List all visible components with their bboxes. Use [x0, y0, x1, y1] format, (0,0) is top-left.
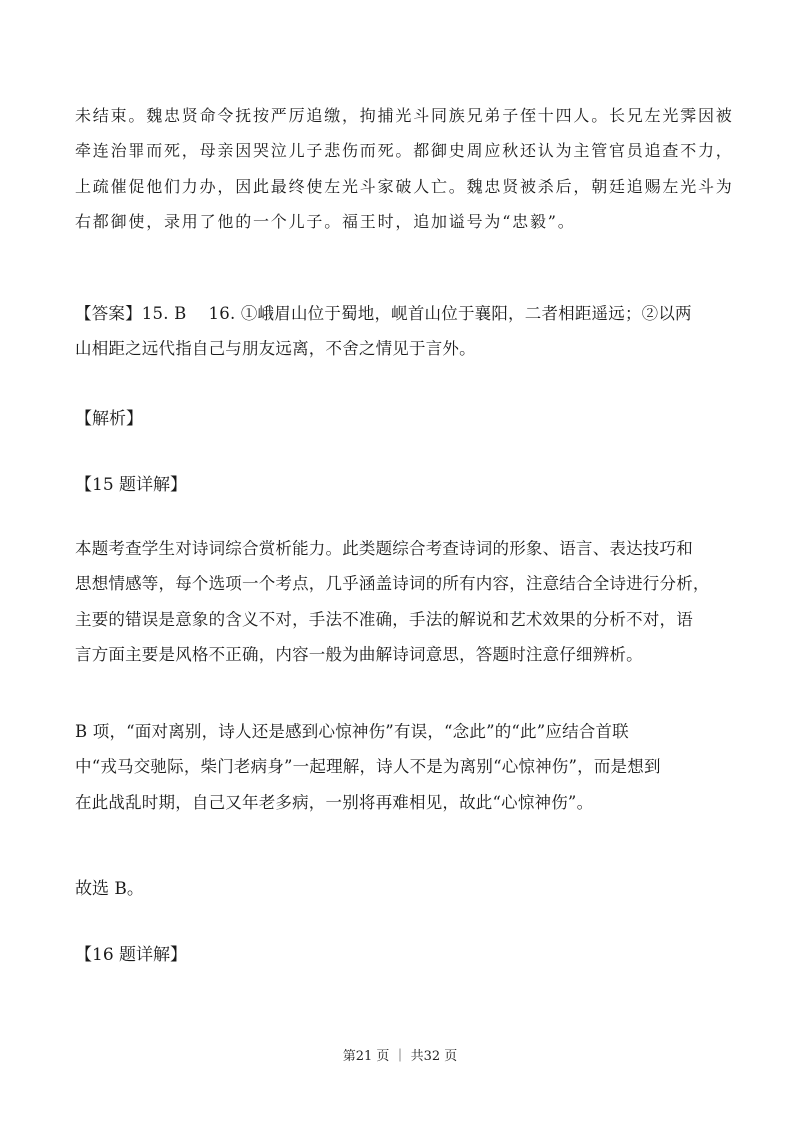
- q15-intro-line: 主要的错误是意象的含义不对，手法不准确，手法的解说和艺术效果的分析不对，语: [75, 609, 693, 629]
- q15-intro-line: 思想情感等，每个选项一个考点，几乎涵盖诗词的所有内容，注意结合全诗进行分析，: [75, 574, 710, 594]
- q15-option-b-line: 中“戎马交驰际，柴门老病身”一起理解，诗人不是为离别“心惊神伤”，而是想到: [75, 757, 661, 777]
- q15-intro-line: 言方面主要是风格不正确，内容一般为曲解诗词意思，答题时注意仔细辨析。: [75, 644, 643, 664]
- page-footer: [0, 1045, 800, 1064]
- answer-line: 山相距之远代指自己与朋友远离，不舍之情见于言外。: [75, 339, 476, 359]
- analysis-heading: 【解析】: [75, 409, 143, 429]
- q15-option-b-line: B 项，“面对离别，诗人还是感到心惊神伤”有误，“念此”的“此”应结合首联: [75, 722, 629, 741]
- page-number: 第21 页 ｜ 共32 页: [342, 1049, 458, 1064]
- translation-paragraph: [75, 98, 734, 239]
- q15-intro-line: 本题考查学生对诗词综合赏析能力。此类题综合考查诗词的形象、语言、表达技巧和: [75, 539, 693, 558]
- translation-line: 牵连治罪而死，母亲因哭泣儿子悲伤而死。都御史周应秋还认为主管官员追查不力，: [75, 141, 734, 161]
- q16-heading: 【16 题详解】: [75, 945, 188, 965]
- translation-line: 右都御使，录用了他的一个儿子。福王时，追加谥号为“忠毅”。: [75, 211, 576, 231]
- q15-heading: 【15 题详解】: [75, 475, 188, 495]
- q15-option-b-paragraph: [75, 714, 730, 820]
- q15-intro-paragraph: [75, 531, 730, 672]
- q15-conclusion: 故选 B。: [75, 879, 144, 899]
- answer-paragraph: [75, 296, 730, 367]
- q15-option-b-line: 在此战乱时期，自己又年老多病，一别将再难相见，故此“心惊神伤”。: [75, 792, 594, 812]
- translation-line: 未结束。魏忠贤命令抚按严厉追缴，拘捕光斗同族兄弟子侄十四人。长兄左光霁因被: [75, 106, 734, 125]
- translation-line: 上疏催促他们力办，因此最终使左光斗家破人亡。魏忠贤被杀后，朝廷追赐左光斗为: [75, 176, 734, 196]
- answer-line: 【答案】15. B 16. ①峨眉山位于蜀地，岘首山位于襄阳，二者相距遥远；②以两: [75, 304, 692, 323]
